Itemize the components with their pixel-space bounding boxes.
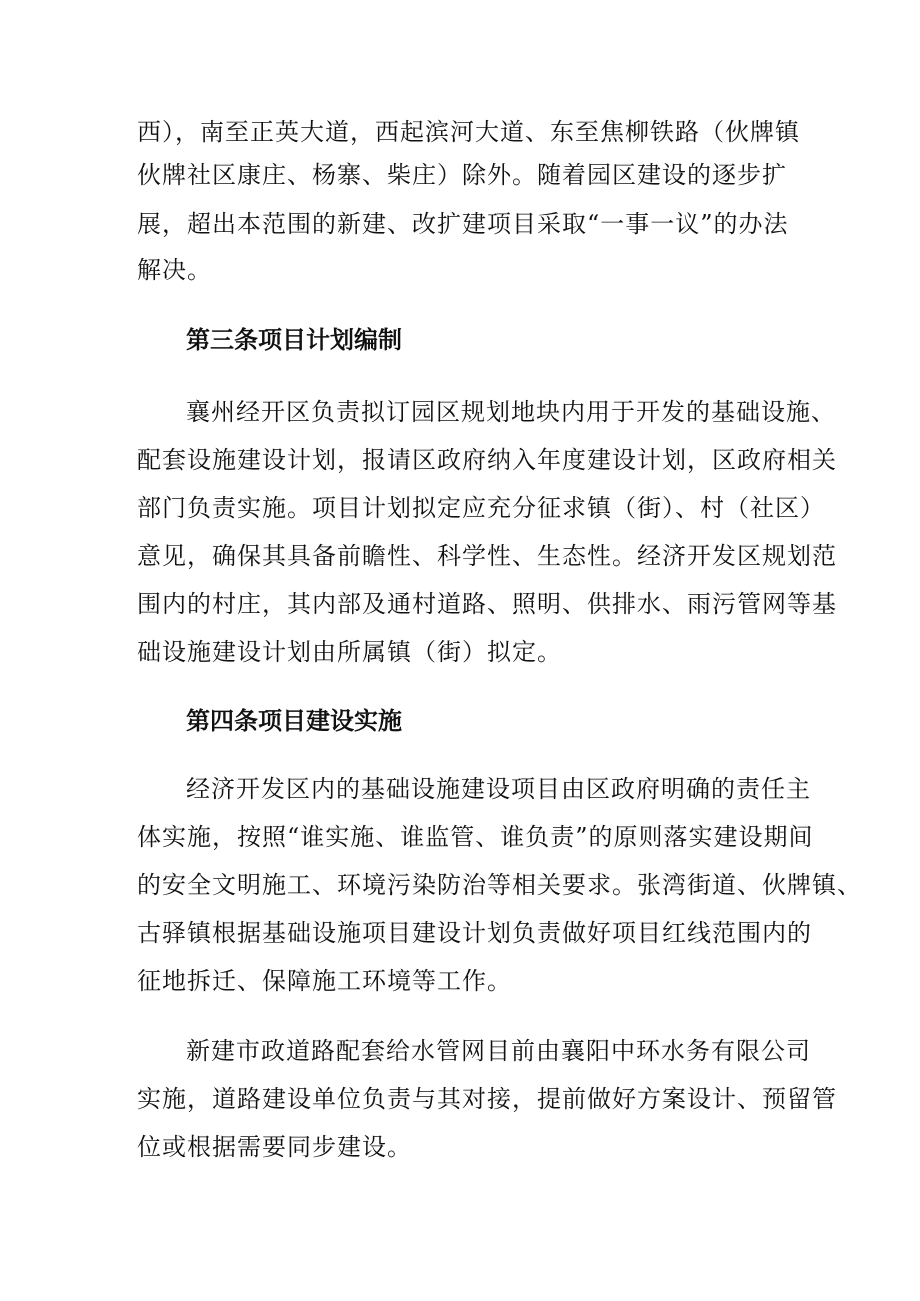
- article4-extra-line: 实施，道路建设单位负责与其对接，提前做好方案设计、预留管: [137, 1085, 837, 1113]
- article4-extra-line: 位或根据需要同步建设。: [137, 1133, 412, 1161]
- article4-line: 经济开发区内的基础设施建设项目由区政府明确的责任主: [186, 775, 811, 803]
- article4-line: 征地拆迁、保障施工环境等工作。: [137, 967, 512, 995]
- article3-line: 础设施建设计划由所属镇（街）拟定。: [137, 638, 562, 666]
- intro-line: 展，超出本范围的新建、改扩建项目采取“一事一议”的办法: [137, 210, 789, 238]
- article3-line: 襄州经开区负责拟订园区规划地块内用于开发的基础设施、: [186, 398, 836, 426]
- article3-line: 配套设施建设计划，报请区政府纳入年度建设计划，区政府相关: [137, 446, 837, 474]
- article3-line: 意见，确保其具备前瞻性、科学性、生态性。经济开发区规划范: [137, 542, 837, 570]
- article4-heading: 第四条项目建设实施: [186, 707, 402, 735]
- intro-line: 西），南至正英大道，西起滨河大道、东至焦柳铁路（伙牌镇: [137, 118, 800, 146]
- article4-line: 古驿镇根据基础设施项目建设计划负责做好项目红线范围内的: [137, 919, 812, 947]
- intro-line: 解决。: [137, 256, 212, 284]
- article3-line: 围内的村庄，其内部及通村道路、照明、供排水、雨污管网等基: [137, 590, 837, 618]
- article4-line: 体实施，按照“谁实施、谁监管、谁负责”的原则落实建设期间: [137, 823, 814, 851]
- article3-line: 部门负责实施。项目计划拟定应充分征求镇（街）、村（社区）: [137, 494, 825, 522]
- intro-line: 伙牌社区康庄、杨寨、柴庄）除外。随着园区建设的逐步扩: [137, 161, 787, 189]
- article3-heading: 第三条项目计划编制: [186, 326, 402, 354]
- article4-extra-line: 新建市政道路配套给水管网目前由襄阳中环水务有限公司: [186, 1037, 811, 1065]
- article4-line: 的安全文明施工、环境污染防治等相关要求。张湾街道、伙牌镇、: [137, 871, 862, 899]
